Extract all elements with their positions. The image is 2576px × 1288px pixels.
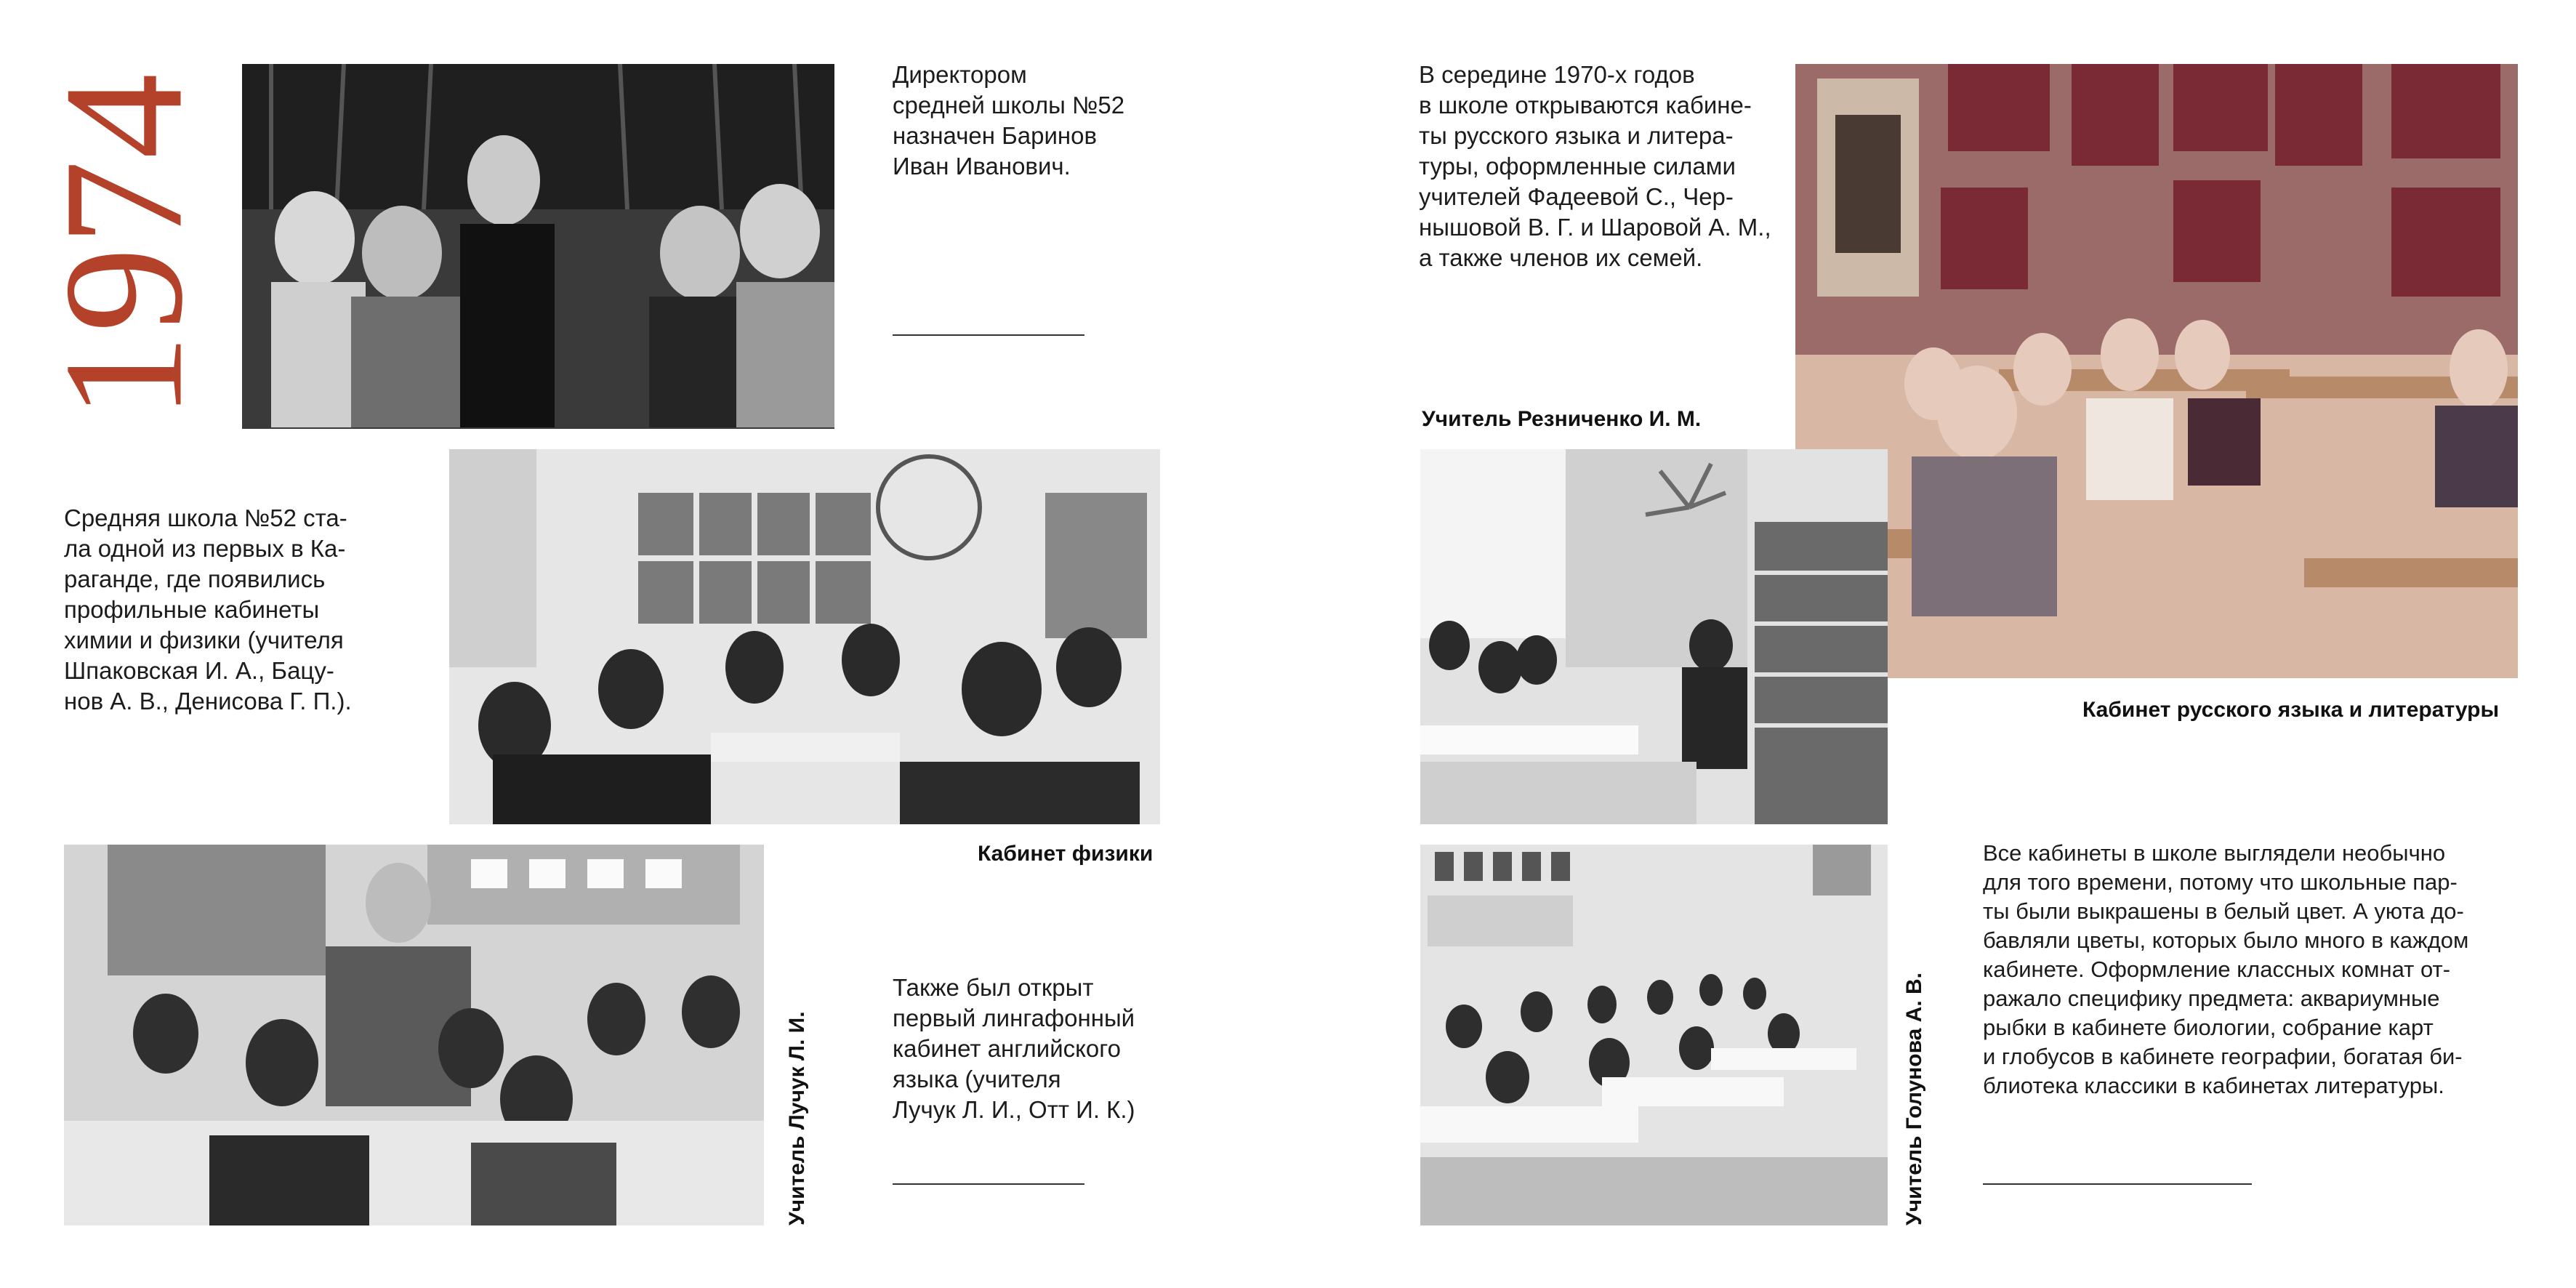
physics-caption: Кабинет физики — [978, 842, 1154, 866]
mid-1970-text: В середине 1970-х годов в школе открываются кабине- ты русского языка и литера- туры, оформленные силами учителей Фадеевой С., Чер- нышовой В. Г. и Шаровой А. М., а также членов их семей. — [1419, 61, 1771, 271]
photo-russian-literature-room — [1795, 64, 2518, 678]
photo-director-meeting — [242, 64, 834, 429]
cabinets-text: Все кабинеты в школе выглядели необычно для того времени, потому что школьные пар- ты были выкрашены в белый цвет. А уюта до- бавляли цветы, которых было много в каждом кабинете. Оформление классных комнат от- ражало специфику предмета: аквариумные рыбки в кабинете биологии, собрание карт и глобусов в кабинете географии, богатая би- блиотека классики в кабинетах литературы. — [1983, 840, 2469, 1098]
photo-english-classroom — [64, 845, 764, 1225]
russian-literature-caption: Кабинет русского языка и литературы — [2082, 698, 2500, 722]
photo-reznichenko-classroom — [1420, 449, 1888, 824]
divider-rule-2 — [893, 1183, 1084, 1185]
reznichenko-caption: Учитель Резниченко И. М. — [1422, 407, 1702, 431]
luchuk-caption: Учитель Лучук Л. И. — [785, 1011, 809, 1225]
year-heading — [28, 64, 218, 427]
linguaphone-text: Также был открыт первый лингафонный кабинет английского языка (учителя Лучук Л. И., Отт И. К.) — [893, 974, 1135, 1123]
photo-physics-classroom — [449, 449, 1160, 824]
divider-rule — [893, 334, 1084, 336]
director-text: Директором средней школы №52 назначен Баринов Иван Иванович. — [893, 61, 1125, 180]
school-profile-text: Средняя школа №52 ста- ла одной из первых в Ка- раганде, где появились профильные кабинеты химии и физики (учителя Шпаковская И. А., Бацу- нов А. В., Денисова Г. П.). — [64, 504, 352, 715]
golunova-caption: Учитель Голунова А. В. — [1902, 972, 1926, 1225]
divider-rule-3 — [1983, 1183, 2252, 1185]
photo-golunova-classroom — [1420, 845, 1888, 1225]
year-text: 1974 — [28, 72, 218, 419]
